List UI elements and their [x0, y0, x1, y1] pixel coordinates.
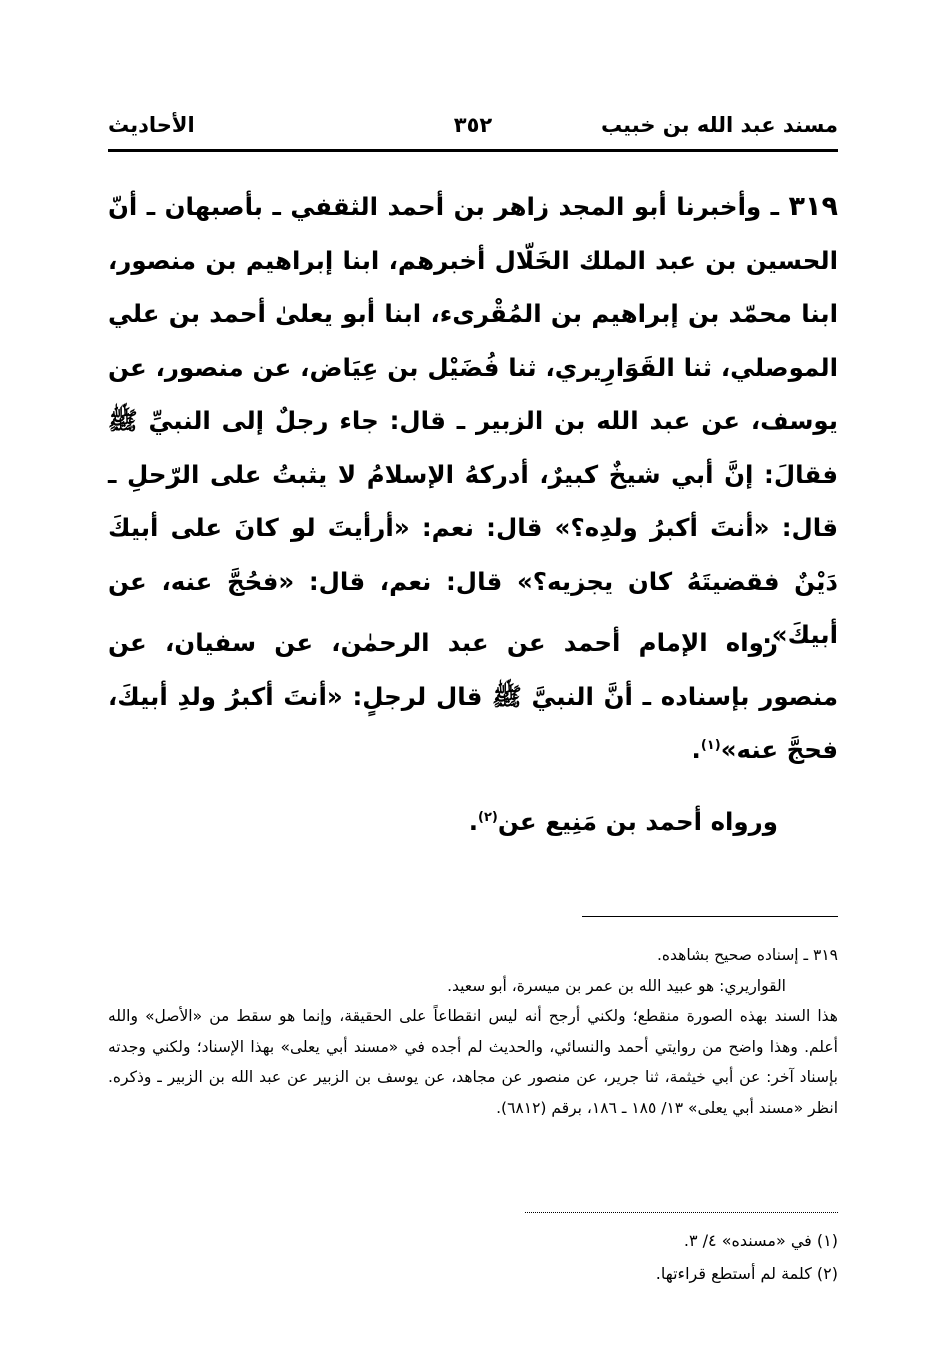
narration-text-1: رواه الإمام أحمد عن عبد الرحمٰن، عن سفيان، عن منصور بإسناده ـ أنَّ النبيَّ ﷺ قال لرجلٍ: «أنتَ أكبرُ ولدِ أبيكَ، فحجَّ عنه» [108, 628, 838, 764]
notes-line-1: القواريري: هو عبيد الله بن عمر بن ميسرة، أبو سعيد. [447, 976, 786, 995]
running-header [108, 113, 838, 152]
footnote-ref-1: (١) [700, 737, 721, 753]
notes-body: هذا السند بهذه الصورة منقطع؛ ولكني أرجح أنه ليس انقطاعاً على الحقيقة، وإنما هو سقط من «الأصل» والله أعلم. وهذا واضح من روايتي أحمد والنسائي، والحديث لم أجده في «مسند أبي يعلى» بهذا الإسناد؛ ولكني وجدته بإسناد آخر: عن أبي خيثمة، ثنا جرير، عن منصور عن مجاهد، عن يوسف بن الزبير عن عبد الله بن الزبير ـ وذكره. انظر «مسند أبي يعلى» ١٣/ ١٨٥ ـ ١٨٦، برقم (٦٨١٢). [108, 1007, 838, 1117]
narration-paragraph-2 [108, 795, 838, 849]
hadith-body: ـ وأخبرنا أبو المجد زاهر بن أحمد الثقفي ـ بأصبهان ـ أنّ الحسين بن عبد الملك الخَلّال أخبرهم، ابنا إبراهيم بن منصور، ابنا محمّد بن إبراهيم بن المُقْرىء، ابنا أبو يعلىٰ أحمد بن علي الموصلي، ثنا القَوَارِيري، ثنا فُضَيْل بن عِيَاض، عن منصور، عن يوسف، عن عبد الله بن الزبير ـ قال: جاء رجلٌ إلى النبيِّ ﷺ فقالَ: إنَّ أبي شيخٌ كبيرٌ، أدركهُ الإسلامُ لا يثبتُ على الرّحلِ ـ قال: «أنتَ أكبرُ ولدِه؟» قال: نعم: «أرأيتَ لو كانَ على أبيكَ دَيْنٌ فقضيتَهُ كان يجزيه؟» قال: نعم، قال: «فحُجَّ عنه، عن أبيكَ». [108, 192, 838, 649]
footnotes [108, 1224, 838, 1290]
hadith-text [108, 180, 838, 662]
narration-end-2: . [468, 807, 479, 836]
notes-separator [582, 916, 838, 917]
footnote-1: (١) في «مسنده» ٤/ ٣. [683, 1231, 838, 1250]
narration-end-1: . [691, 735, 701, 764]
footnotes-separator [525, 1212, 838, 1213]
page-number: ٣٥٢ [453, 113, 493, 137]
hadith-paragraph [108, 180, 838, 662]
notes-lead: ٣١٩ ـ إسناده صحيح بشاهده. [656, 946, 838, 964]
footnote-ref-2: (٢) [478, 809, 498, 825]
hadith-number: ٣١٩ [788, 191, 838, 222]
editor-notes [108, 940, 838, 1123]
header-section-title: الأحاديث [108, 113, 195, 137]
narration-text-2: ورواه أحمد بن مَنِيع عن [497, 807, 778, 836]
header-book-title: مسند عبد الله بن خبيب [600, 113, 838, 137]
footnote-2: (٢) كلمة لم أستطع قراءتها. [655, 1264, 838, 1283]
narration-paragraph-1 [108, 616, 838, 777]
